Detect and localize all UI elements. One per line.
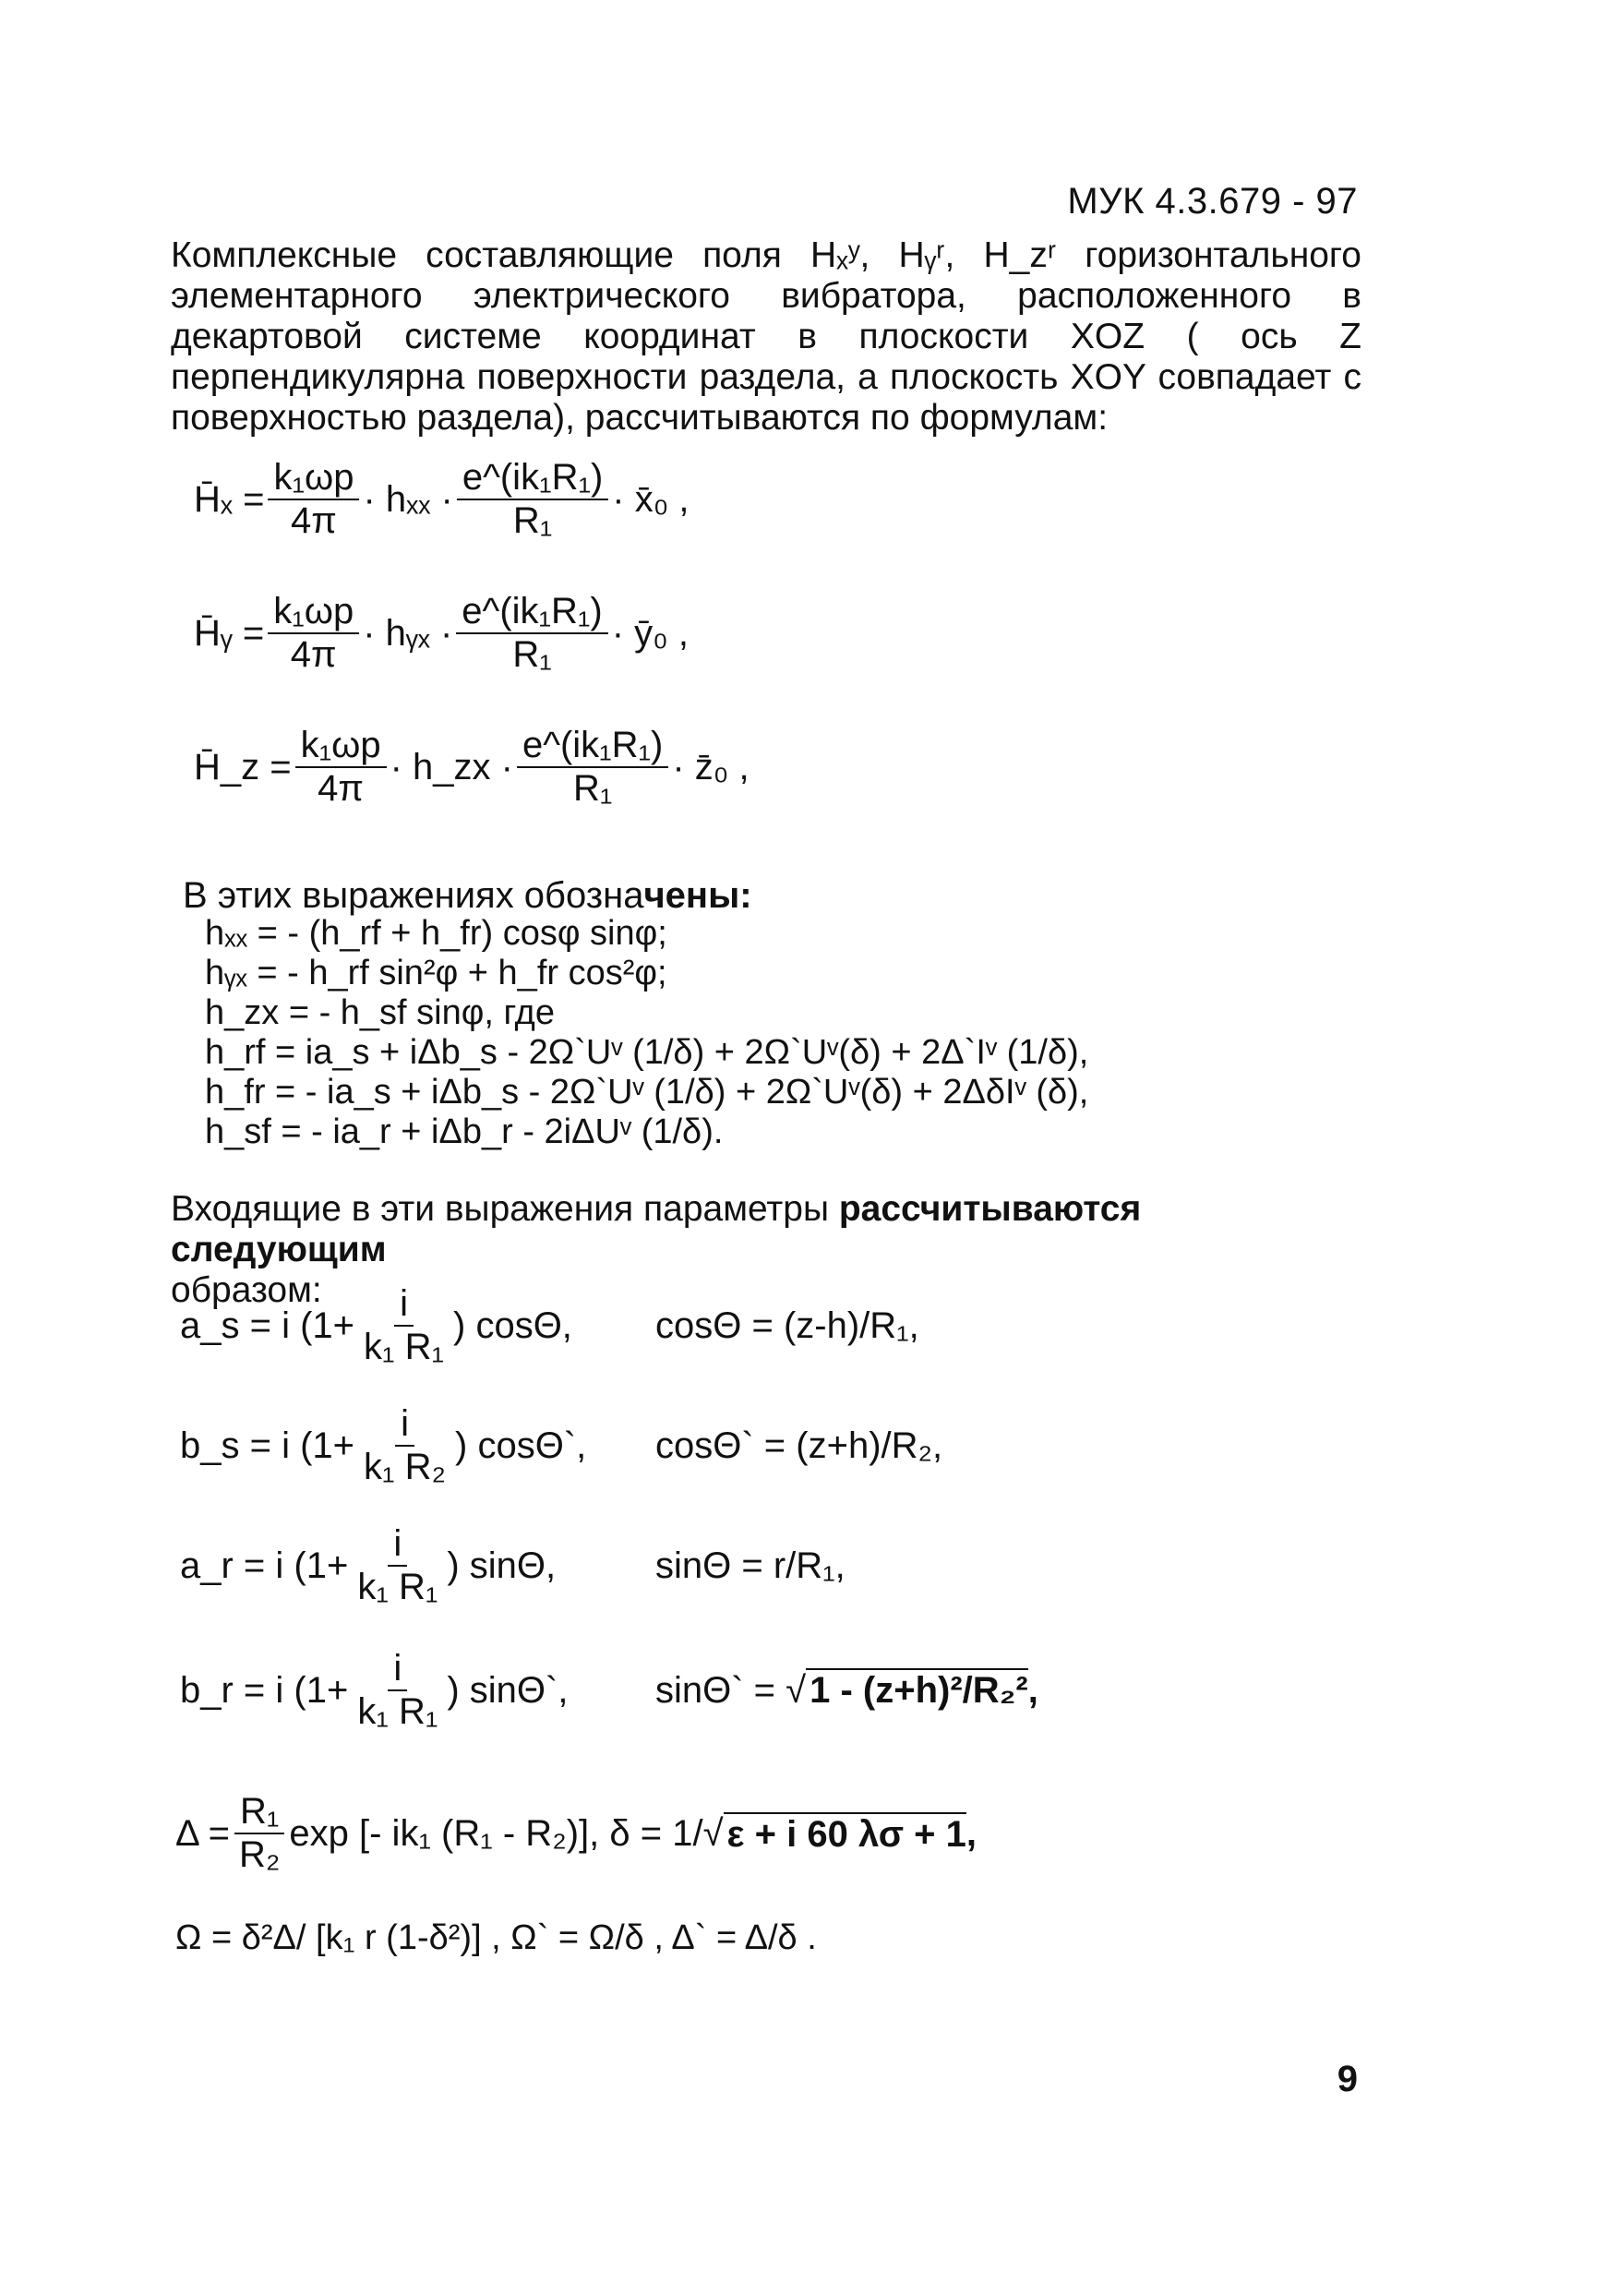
fraction — [268, 457, 359, 542]
param-row-bs — [180, 1403, 943, 1488]
fraction — [268, 591, 359, 676]
fraction-den: k₁ R₂ — [364, 1447, 447, 1487]
sqrt-radicand: ε + i 60 λσ + 1 — [724, 1812, 966, 1856]
param-suffix: , — [1027, 1669, 1038, 1711]
params-intro-regular: Входящие в эти выражения параметры — [171, 1189, 839, 1229]
fraction — [358, 1283, 450, 1368]
formula-tail: · x̄₀ , — [612, 478, 690, 520]
param-definition — [655, 1670, 1038, 1712]
param-row-ar — [180, 1523, 845, 1608]
param-rhs: ) cosΘ, — [453, 1304, 572, 1346]
params-intro-bold: рассчитываются следующим — [171, 1189, 1142, 1269]
param-rhs: ) cosΘ`, — [455, 1424, 587, 1466]
param-row-br — [180, 1648, 1038, 1733]
fraction — [456, 591, 607, 676]
fraction-num: i — [388, 1523, 407, 1567]
notation-title-regular: В этих выражениях обозна — [183, 875, 644, 916]
fraction-num: e^(ik₁R₁) — [517, 725, 668, 768]
notation-list — [205, 914, 1088, 1152]
fraction-den: 4π — [290, 634, 337, 675]
param-rhs: ) sinΘ`, — [447, 1669, 569, 1711]
fraction-den: R₁ — [572, 768, 613, 809]
fraction-den: k₁ R₁ — [357, 1691, 438, 1732]
fraction — [234, 1791, 285, 1876]
param-lhs: a_s = i (1+ — [180, 1304, 355, 1346]
formula-hy — [194, 591, 689, 676]
fraction — [358, 1403, 451, 1488]
intro-text: Комплексные составляющие поля Hₓʸ, Hᵧʳ, H_zʳ горизонтального элементарного электрического вибратора, расположенного в декартовой системе координат в плоскости XOZ ( ось Z перпендикулярна поверхности раздела, а плоскость XOY совпадает с поверхностью раздела), рассчитываются по формулам: — [171, 235, 1361, 438]
fraction — [517, 725, 668, 810]
formula-lhs: H̄ₓ = — [194, 478, 265, 520]
fraction-num: k₁ωp — [268, 457, 359, 500]
param-definition: sinΘ = r/R₁, — [655, 1545, 845, 1586]
param-lhs: a_r = i (1+ — [180, 1545, 349, 1586]
formula-hx — [194, 457, 690, 542]
intro-paragraph — [171, 235, 1361, 439]
fraction-den: 4π — [318, 768, 365, 809]
formula-factor: · hₓₓ · — [363, 478, 453, 520]
fraction-den: R₁ — [512, 500, 553, 541]
fraction-num: R₁ — [234, 1791, 284, 1834]
param-rhs: ) sinΘ, — [447, 1545, 557, 1586]
fraction-den: k₁ R₁ — [357, 1567, 438, 1607]
notation-line: h_zx = - h_sf sinφ, где — [205, 993, 555, 1032]
notation-line: h_rf = ia_s + iΔb_s - 2Ω`Uᵛ (1/δ) + 2Ω`Uᵛ(δ) + 2Δ`Iᵛ (1/δ), — [205, 1033, 1089, 1072]
delta-formula — [175, 1791, 977, 1876]
fraction-num: k₁ωp — [268, 591, 359, 634]
notation-title — [183, 875, 752, 917]
param-definition: cosΘ` = (z+h)/R₂, — [655, 1424, 943, 1466]
document-code: МУК 4.3.679 - 97 — [1067, 181, 1358, 222]
formula-tail: · z̄₀ , — [672, 746, 750, 787]
fraction-num: i — [388, 1648, 407, 1691]
notation-line: h_sf = - ia_r + iΔb_r - 2iΔUᵛ (1/δ). — [205, 1112, 724, 1151]
sqrt-prefix: sinΘ` = √ — [655, 1669, 807, 1711]
delta-end: , — [965, 1812, 977, 1854]
fraction-num: e^(ik₁R₁) — [457, 457, 608, 500]
notation-line: h_fr = - ia_s + iΔb_s - 2Ω`Uᵛ (1/δ) + 2Ω`Uᵛ(δ) + 2ΔδIᵛ (δ), — [205, 1073, 1089, 1112]
notation-line: hₓₓ = - (h_rf + h_fr) cosφ sinφ; — [205, 914, 667, 953]
fraction-den: R₁ — [512, 634, 552, 675]
sqrt-radicand: 1 - (z+h)²/R₂² — [806, 1668, 1028, 1711]
fraction-num: i — [394, 1283, 414, 1327]
delta-rest: exp [- ik₁ (R₁ - R₂)], δ = 1/√ — [289, 1812, 724, 1854]
page-number: 9 — [1337, 2059, 1358, 2099]
fraction — [352, 1523, 443, 1608]
fraction-den: 4π — [291, 500, 337, 541]
param-lhs: b_r = i (1+ — [180, 1669, 349, 1711]
fraction-den: k₁ R₁ — [364, 1327, 445, 1367]
field-formulas — [194, 457, 748, 854]
fraction-num: e^(ik₁R₁) — [456, 591, 607, 634]
fraction — [352, 1648, 443, 1733]
formula-hz — [194, 725, 750, 810]
formula-lhs: H̄ᵧ = — [194, 612, 265, 654]
omega-formula: Ω = δ²Δ/ [k₁ r (1-δ²)] , Ω` = Ω/δ , Δ` = Δ/δ . — [175, 1918, 817, 1957]
param-lhs: b_s = i (1+ — [180, 1424, 355, 1466]
notation-line: hᵧₓ = - h_rf sin²φ + h_fr cos²φ; — [205, 954, 667, 992]
param-definition: cosΘ = (z-h)/R₁, — [655, 1304, 919, 1346]
delta-lhs: Δ = — [175, 1812, 230, 1854]
param-row-as — [180, 1283, 919, 1368]
formula-factor: · h_zx · — [390, 746, 513, 787]
fraction-num: k₁ωp — [295, 725, 387, 768]
formula-lhs: H̄_z = — [194, 746, 292, 787]
fraction-num: i — [395, 1403, 414, 1447]
notation-title-bold: чены: — [643, 875, 752, 916]
formula-tail: · ȳ₀ , — [611, 612, 689, 654]
fraction-den: R₂ — [238, 1834, 281, 1875]
fraction — [295, 725, 387, 810]
params-intro-rest: образом: — [171, 1270, 322, 1310]
formula-factor: · hᵧₓ · — [363, 612, 453, 654]
fraction — [457, 457, 608, 542]
